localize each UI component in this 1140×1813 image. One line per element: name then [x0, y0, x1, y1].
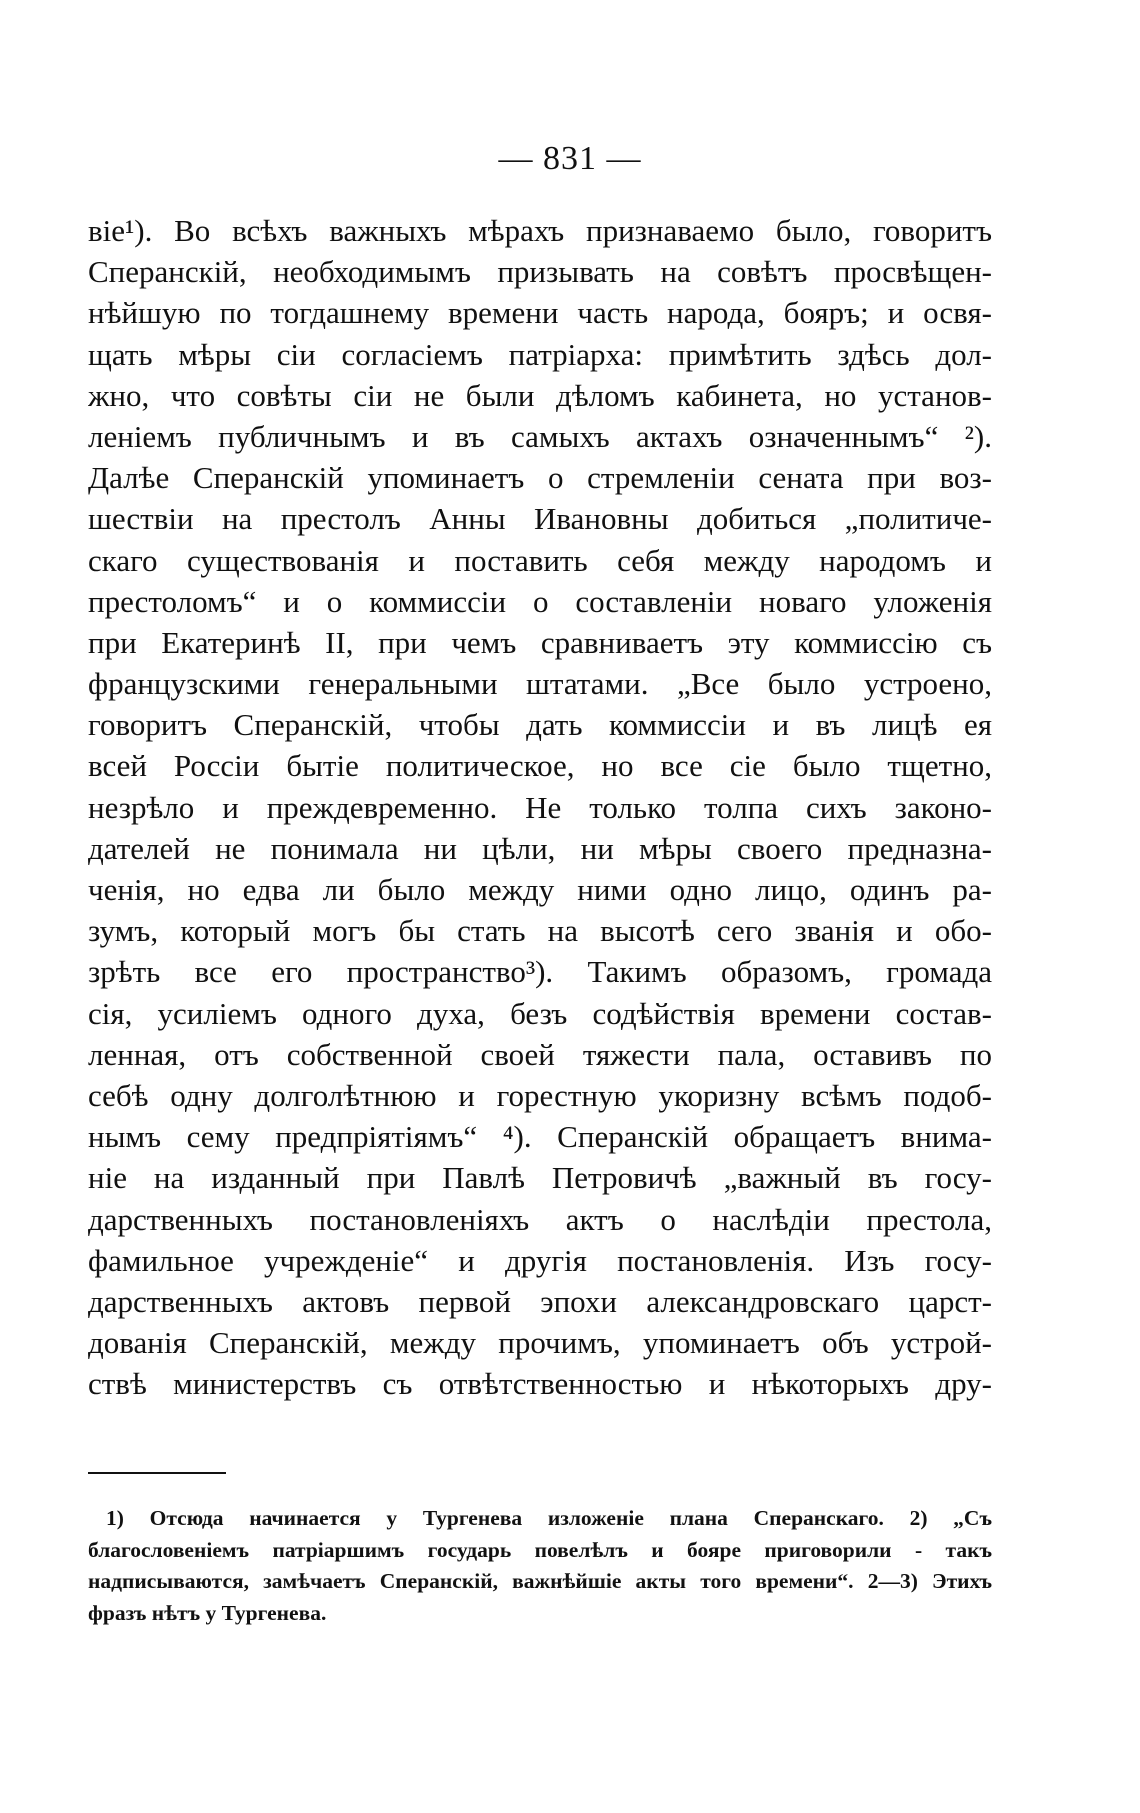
text-line: фамильное учрежденіе“ и другія постановленія. Изъ госу- — [88, 1242, 992, 1278]
text-line: зрѣть все его пространство³). Такимъ образомъ, громада — [88, 954, 992, 990]
text-line: дованія Сперанскій, между прочимъ, упоминаетъ объ устрой- — [88, 1325, 992, 1361]
text-line: віе¹). Во всѣхъ важныхъ мѣрахъ признаваемо было, говоритъ — [88, 213, 992, 248]
footnote-line: надписываются, замѣчаетъ Сперанскій, важнѣйшіе акты того времени“. 2—3) Этихъ — [88, 1569, 992, 1593]
text-line: себѣ одну долголѣтнюю и горестную укоризну всѣмъ подоб- — [88, 1077, 992, 1113]
footnote-line: фразъ нѣтъ у Тургенева. — [88, 1600, 327, 1625]
text-line: французскими генеральными штатами. „Все было устроено, — [88, 666, 992, 702]
text-line: леніемъ публичнымъ и въ самыхъ актахъ означеннымъ“ ²). — [88, 418, 992, 454]
footnotes — [88, 1503, 992, 1629]
text-line: престоломъ“ и о коммиссіи о составленіи новаго уложенія — [88, 583, 992, 619]
main-text — [88, 210, 992, 1404]
footnote-line: благословеніемъ патріаршимъ государь повелѣлъ и бояре приговорили - такъ — [88, 1537, 992, 1562]
text-line: при Екатеринѣ II, при чемъ сравниваетъ эту коммиссію съ — [88, 624, 992, 660]
text-line: Далѣе Сперанскій упоминаетъ о стремленіи сената при воз- — [88, 460, 992, 496]
footnote-divider — [88, 1472, 226, 1474]
footnote-line: 1) Отсюда начинается у Тургенева изложеніе плана Сперанскаго. 2) „Съ — [106, 1506, 992, 1530]
text-line: ленная, отъ собственной своей тяжести пала, оставивъ по — [88, 1036, 992, 1072]
text-line: шествіи на престолъ Анны Ивановны добиться „политиче- — [88, 501, 992, 537]
text-line: нѣйшую по тогдашнему времени часть народа, бояръ; и освя- — [88, 295, 992, 331]
text-line: всей Россіи бытіе политическое, но все сіе было тщетно, — [88, 748, 992, 784]
text-line: зумъ, который могъ бы стать на высотѣ сего званія и обо- — [88, 913, 992, 949]
text-line: ченія, но едва ли было между ними одно лицо, одинъ ра- — [88, 872, 992, 907]
page-number: — 831 — — [498, 140, 642, 177]
text-line: ніе на изданный при Павлѣ Петровичѣ „важный въ госу- — [88, 1160, 992, 1196]
text-line: щать мѣры сіи согласіемъ патріарха: примѣтить здѣсь дол- — [88, 336, 992, 372]
text-line: дарственныхъ актовъ первой эпохи александровскаго царст- — [88, 1283, 992, 1319]
text-line: сія, усиліемъ одного духа, безъ содѣйствія времени состав- — [88, 995, 992, 1031]
text-line: ствѣ министерствъ съ отвѣтственностью и нѣкоторыхъ дру- — [88, 1366, 992, 1402]
text-line: незрѣло и преждевременно. Не только толпа сихъ законо- — [88, 789, 992, 825]
text-line: скаго существованія и поставить себя между народомъ и — [88, 542, 992, 578]
text-line: дарственныхъ постановленіяхъ актъ о наслѣдіи престола, — [88, 1201, 992, 1237]
text-line: нымъ сему предпріятіямъ“ ⁴). Сперанскій обращаетъ внима- — [88, 1119, 992, 1155]
text-line: дателей не понимала ни цѣли, ни мѣры своего предназна- — [88, 830, 992, 866]
text-line: жно, что совѣты сіи не были дѣломъ кабинета, но установ- — [88, 377, 992, 413]
text-line: говоритъ Сперанскій, чтобы дать коммиссіи и въ лицѣ ея — [88, 707, 992, 743]
text-line: Сперанскій, необходимымъ призывать на совѣтъ просвѣщен- — [88, 254, 992, 290]
